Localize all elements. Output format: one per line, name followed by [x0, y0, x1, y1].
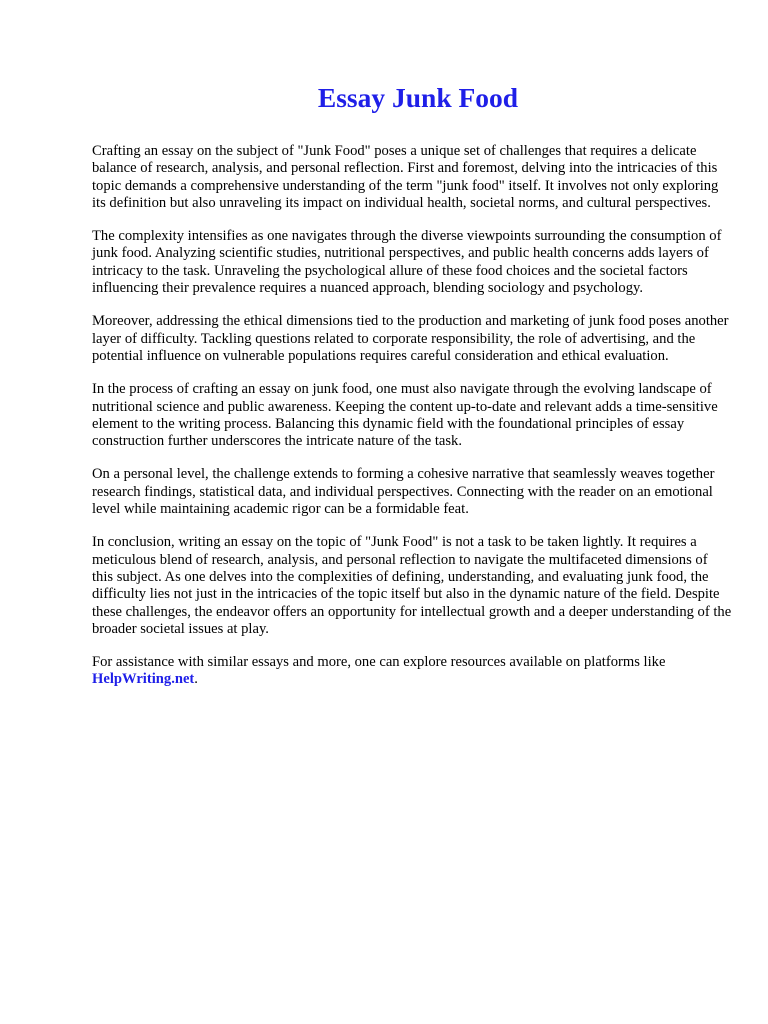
paragraph-4: In the process of crafting an essay on junk food, one must also navigate through the evolving landscape of nutritional science and public awareness. Keeping the content up-to-date and relevant adds a time-sensitive element to the writing process. Balancing this dynamic field with the foundational principles of essay construction further underscores the intricate nature of the task.: [92, 381, 718, 450]
paragraph-5: On a personal level, the challenge extends to forming a cohesive narrative that seamlessly weaves together research findings, statistical data, and individual perspectives. Connecting with the reader on an emotional level while maintaining academic rigor can be a formidable feat.: [92, 466, 715, 518]
essay-body: [92, 143, 732, 689]
paragraph-3: Moreover, addressing the ethical dimensions tied to the production and marketing of junk food poses another layer of difficulty. Tackling questions related to corporate responsibility, the role of advertising, and the potential influence on vulnerable populations requires careful consideration and ethical evaluation.: [92, 313, 729, 364]
page-title: Essay Junk Food: [317, 82, 519, 113]
helpwriting-link[interactable]: HelpWriting.net: [92, 671, 195, 688]
paragraph-1: Crafting an essay on the subject of "Junk Food" poses a unique set of challenges that requires a delicate balance of research, analysis, and personal reflection. First and foremost, delving into the intricacies of this topic demands a comprehensive understanding of the term "junk food" itself. It involves not only exploring its definition but also unraveling its impact on individual health, societal norms, and cultural perspectives.: [92, 143, 719, 211]
closing-paragraph: [92, 654, 732, 689]
closing-suffix: .: [194, 671, 198, 688]
paragraph-6: In conclusion, writing an essay on the topic of "Junk Food" is not a task to be taken lightly. It requires a meticulous blend of research, analysis, and personal reflection to navigate the multifaceted dimensions of this subject. As one delves into the complexities of defining, understanding, and evaluating junk food, the difficulty lies not just in the intricacies of the topic itself but also in the dynamic nature of the field. Despite these challenges, the endeavor offers an opportunity for intellectual growth and a deeper understanding of the broader societal issues at play.: [92, 534, 732, 637]
paragraph-2: The complexity intensifies as one navigates through the diverse viewpoints surrounding the consumption of junk food. Analyzing scientific studies, nutritional perspectives, and public health concerns adds layers of intricacy to the task. Unraveling the psychological allure of these food choices and the societal factors influencing their prevalence requires a nuanced approach, blending sociology and psychology.: [92, 228, 722, 297]
closing-text: For assistance with similar essays and more, one can explore resources available on platforms like: [92, 654, 666, 671]
